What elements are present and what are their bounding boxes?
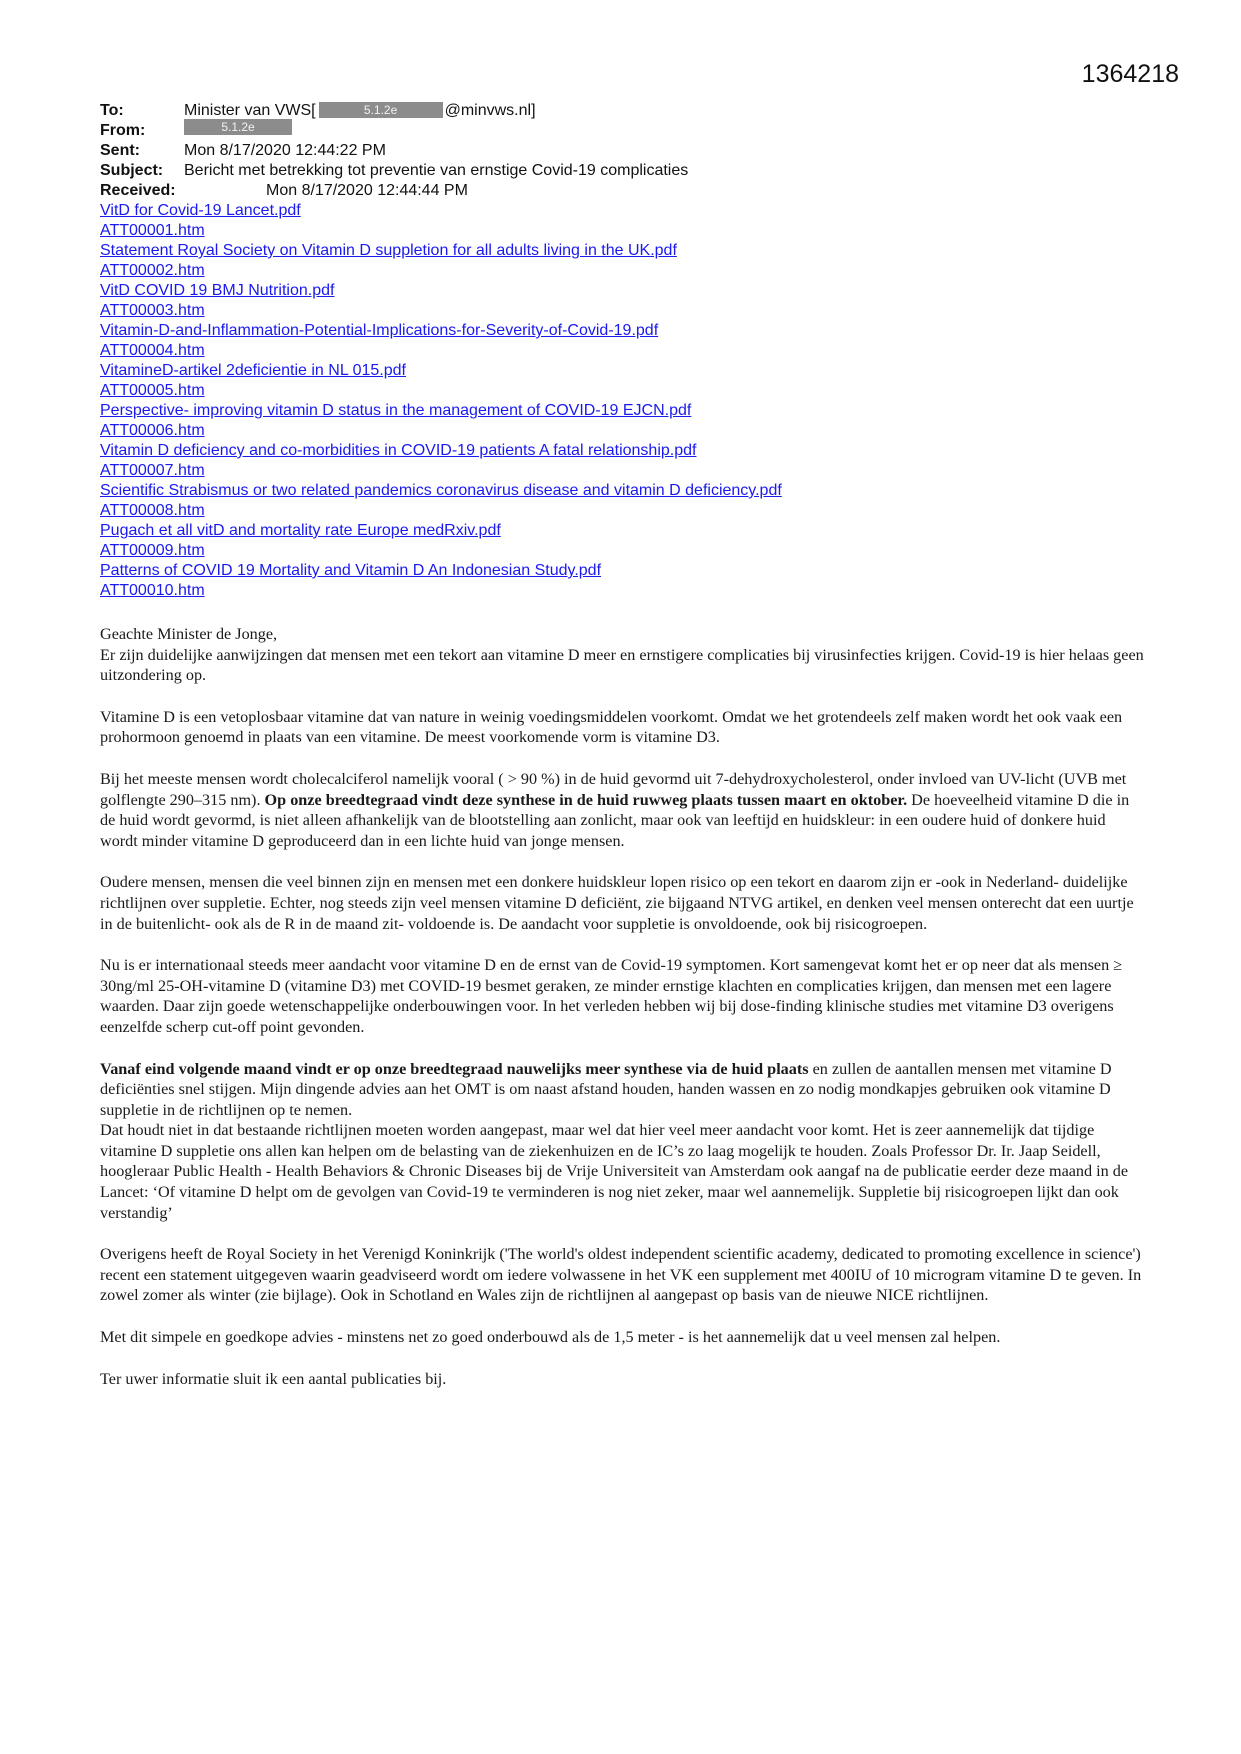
to-row xyxy=(100,101,1160,121)
body-paragraph: Oudere mensen, mensen die veel binnen zijn en mensen met een donkere huidskleur lopen risico op een tekort en daarom zijn er -ook in Nederland- duidelijke richtlijnen over suppletie. Echter, nog steeds zijn veel mensen vitamine D deficiënt, zie bijgaand NTVG artikel, en denken veel mensen onterecht dat een uurtje in de buitenlicht- ook als de R in de maand zit- voldoende is. De aandacht voor suppletie is onvoldoende, ook bij risicogroepen. xyxy=(100,873,1134,933)
attachment-link[interactable]: ATT00005.htm xyxy=(100,382,205,399)
attachment-link[interactable]: Statement Royal Society on Vitamin D suppletion for all adults living in the UK.pdf xyxy=(100,242,677,259)
attachment-link[interactable]: Patterns of COVID 19 Mortality and Vitamin D An Indonesian Study.pdf xyxy=(100,562,602,579)
to-value xyxy=(184,101,536,121)
attachment-link[interactable]: ATT00010.htm xyxy=(100,582,205,599)
subject-label: Subject: xyxy=(100,162,164,179)
subject-value: Bericht met betrekking tot preventie van ernstige Covid-19 complicaties xyxy=(184,162,689,179)
to-label: To: xyxy=(100,102,124,119)
attachment-link[interactable]: Perspective- improving vitamin D status in the management of COVID-19 EJCN.pdf xyxy=(100,402,692,419)
attachment-link[interactable]: ATT00007.htm xyxy=(100,462,205,479)
attachment-link[interactable]: Scientific Strabismus or two related pandemics coronavirus disease and vitamin D deficiency.pdf xyxy=(100,482,782,499)
body-paragraph: Met dit simpele en goedkope advies - minstens net zo goed onderbouwd als de 1,5 meter - is het aannemelijk dat u veel mensen zal helpen. xyxy=(100,1328,1001,1347)
subject-row xyxy=(100,161,1160,181)
attachment-link[interactable]: VitD COVID 19 BMJ Nutrition.pdf xyxy=(100,282,335,299)
redaction-box: 5.1.2e xyxy=(319,102,443,118)
received-value: Mon 8/17/2020 12:44:44 PM xyxy=(266,182,468,199)
received-row xyxy=(100,181,1160,201)
attachment-link[interactable]: ATT00004.htm xyxy=(100,342,205,359)
to-domain: @minvws.nl] xyxy=(444,102,536,119)
highlight-text: Vanaf eind volgende maand vindt er op onze breedtegraad nauwelijks meer synthese via de huid plaats xyxy=(100,1059,809,1078)
body-paragraph: Nu is er internationaal steeds meer aandacht voor vitamine D en de ernst van de Covid-19 symptomen. Kort samengevat komt het er op neer dat als mensen ≥ 30ng/ml 25-OH-vitamine D (vitamine D3) met COVID-19 besmet geraken, ze minder ernstige klachten en complicaties krijgen, dan mensen met een lagere waarden. Daar zijn goede wetenschappelijke onderbouwingen voor. In het verleden hebben wij bij dose-finding klinische studies met vitamine D3 overigens eenzelfde scherp cut-off point gevonden. xyxy=(100,956,1123,1036)
email-body xyxy=(100,624,1145,1410)
attachment-link[interactable]: ATT00006.htm xyxy=(100,422,205,439)
text-run: Bij het meeste mensen wordt cholecalciferol namelijk vooral ( > 90 %) in de huid gevormd uit 7-dehydroxycholesterol, onder invloed van UV-licht (UVB met golflengte 290–315 nm). xyxy=(100,769,1127,809)
sent-value: Mon 8/17/2020 12:44:22 PM xyxy=(184,142,386,159)
greeting: Geachte Minister de Jonge, xyxy=(100,625,278,643)
text-run: en zullen de aantallen mensen met vitamine D deficiënties snel stijgen. Mijn dingende advies aan het OMT is om naast afstand houden, handen wassen en zo nodig mondkapjes gebruiken ook vitamine D suppletie in de richtlijnen op te nemen. xyxy=(100,1059,1112,1119)
body-paragraph: Overigens heeft de Royal Society in het Verenigd Koninkrijk ('The world's oldest independent scientific academy, dedicated to promoting excellence in science') recent een statement uitgegeven waarin geadviseerd wordt om iedere volwassene in het VK een supplement met 400IU of 10 microgram vitamine D te geven. In zowel zomer als winter (zie bijlage). Ook in Schotland en Wales zijn de richtlijnen al aangepast op basis van de nieuwe NICE richtlijnen. xyxy=(100,1245,1142,1305)
body-paragraph: Er zijn duidelijke aanwijzingen dat mensen met een tekort aan vitamine D meer en ernstigere complicaties bij virusinfecties krijgen. Covid-19 is hier helaas geen uitzondering op. xyxy=(100,645,1144,685)
attachment-link[interactable]: VitamineD-artikel 2deficientie in NL 015.pdf xyxy=(100,362,406,379)
attachment-link[interactable]: VitD for Covid-19 Lancet.pdf xyxy=(100,202,301,219)
body-paragraph xyxy=(100,1059,1145,1121)
attachment-link[interactable]: ATT00001.htm xyxy=(100,222,205,239)
attachment-link[interactable]: Pugach et all vitD and mortality rate Europe medRxiv.pdf xyxy=(100,522,501,539)
body-paragraph: Ter uwer informatie sluit ik een aantal publicaties bij. xyxy=(100,1369,447,1388)
received-label: Received: xyxy=(100,182,176,199)
body-paragraph: Vitamine D is een vetoplosbaar vitamine dat van nature in weinig voedingsmiddelen voorkomt. Omdat we het grotendeels zelf maken wordt het ook vaak een prohormoon genoemd in plaats van een vitamine. De meest voorkomende vorm is vitamine D3. xyxy=(100,707,1123,747)
attachment-link[interactable]: ATT00003.htm xyxy=(100,302,205,319)
redaction-box: 5.1.2e xyxy=(184,119,292,135)
attachment-link[interactable]: Vitamin-D-and-Inflammation-Potential-Implications-for-Severity-of-Covid-19.pdf xyxy=(100,322,659,339)
highlight-text: Op onze breedtegraad vindt deze synthese in de huid ruwweg plaats tussen maart en oktober. xyxy=(264,790,908,809)
attachment-link[interactable]: Vitamin D deficiency and co-morbidities in COVID-19 patients A fatal relationship.pdf xyxy=(100,442,697,459)
sent-row xyxy=(100,141,1160,161)
text-run: De hoeveelheid vitamine D die in de huid wordt gevormd, is niet alleen afhankelijk van de blootstelling aan zonlicht, maar ook van leeftijd en huidskleur: in een oudere huid of donkere huid wordt minder vitamine D geproduceerd dan in een lichte huid van jonge mensen. xyxy=(100,790,1130,850)
from-value xyxy=(184,121,292,141)
from-row xyxy=(100,121,1160,141)
attachment-link[interactable]: ATT00009.htm xyxy=(100,542,205,559)
attachment-list xyxy=(100,201,1160,601)
body-paragraph xyxy=(100,769,1145,851)
attachment-link[interactable]: ATT00008.htm xyxy=(100,502,205,519)
document-number: 1364218 xyxy=(1081,60,1179,88)
from-label: From: xyxy=(100,122,146,139)
attachment-link[interactable]: ATT00002.htm xyxy=(100,262,205,279)
body-paragraph: Dat houdt niet in dat bestaande richtlijnen moeten worden aangepast, maar wel dat hier veel meer aandacht voor komt. Het is zeer aannemelijk dat tijdige vitamine D suppletie ons allen kan helpen om de belasting van de ziekenhuizen en de IC’s zo laag mogelijk te houden. Zoals Professor Dr. Ir. Jaap Seidell, hoogleraar Public Health - Health Behaviors & Chronic Diseases bij de Vrije Universiteit van Amsterdam ook aangaf na de publicatie eerder deze maand in de Lancet: ‘Of vitamine D helpt om de gevolgen van Covid-19 te verminderen is nog niet zeker, maar wel aannemelijk. Suppletie bij risicogroepen lijkt dan ook verstandig’ xyxy=(100,1121,1129,1222)
to-name: Minister van VWS[ xyxy=(184,102,316,119)
email-header xyxy=(100,101,1160,601)
sent-label: Sent: xyxy=(100,142,140,159)
